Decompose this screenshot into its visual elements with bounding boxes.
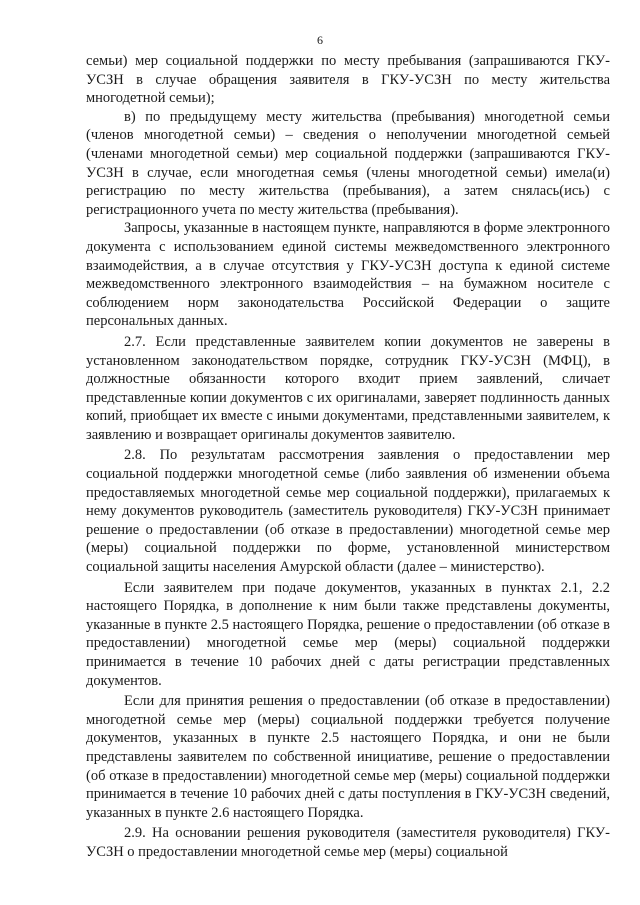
page-number: 6 — [317, 33, 323, 47]
paragraph-item-v: в) по предыдущему месту жительства (пребывания) многодетной семьи (членов многодетной семьи) – сведения о неполучении многодетной семьей (членами многодетной семьи) мер социальной поддержки (запрашиваются ГКУ-УСЗН в случае, если многодетная семья (члены многодетной семьи) имела(и) регистрацию по месту жительства (пребывания), а затем снялась(ись) с регистрационного учета по месту жительства (пребывания). — [86, 108, 610, 218]
paragraph-requests: Запросы, указанные в настоящем пункте, направляются в форме электронного документа с использованием единой системы межведомственного электронного взаимодействия, а в случае отсутствия у ГКУ-УСЗН доступа к единой системе межведомственного электронного взаимодействия – на бумажном носителе с соблюдением норм законодательства Российской Федерации о защите персональных данных. — [86, 220, 610, 330]
paragraph-2-8: 2.8. По результатам рассмотрения заявления о предоставлении мер социальной поддержки многодетной семье (либо заявления об изменении объема предоставляемых многодетной семье мер социальной поддержки), прилагаемых к нему документов руководитель (заместитель руководителя) ГКУ-УСЗН принимает решение о предоставлении (об отказе в предоставлении) многодетной семье мер (меры) социальной поддержки по форме, установленной министерством социальной защиты населения Амурской области (далее – министерство). — [86, 447, 610, 576]
document-body — [86, 52, 610, 862]
paragraph-continuation: семьи) мер социальной поддержки по месту пребывания (запрашиваются ГКУ-УСЗН в случае обращения заявителя в ГКУ-УСЗН по месту жительства многодетной семьи); — [86, 53, 610, 107]
paragraph-2-8-documents: Если заявителем при подаче документов, указанных в пунктах 2.1, 2.2 настоящего Порядка, в дополнение к ним были также представлены документы, указанные в пункте 2.5 настоящего Порядка, решение о предоставлении (об отказе в предоставлении) многодетной семье мер (меры) социальной поддержки принимается в течение 10 рабочих дней с даты регистрации представленных документов. — [86, 579, 610, 689]
paragraph-2-9: 2.9. На основании решения руководителя (заместителя руководителя) ГКУ-УСЗН о предоставлении многодетной семье мер (меры) социальной — [86, 825, 610, 860]
paragraph-2-7: 2.7. Если представленные заявителем копии документов не заверены в установленном законодательством порядке, сотрудник ГКУ-УСЗН (МФЦ), в должностные обязанности которого входит прием заявлений, сличает представленные копии документов с их оригиналами, заверяет подлинность данных копий, приобщает их вместе с иными документами, представленными заявителем, к заявлению и возвращает оригиналы документов заявителю. — [86, 333, 610, 443]
paragraph-2-8-interagency: Если для принятия решения о предоставлении (об отказе в предоставлении) многодетной семье мер (меры) социальной поддержки требуется получение документов, указанных в пункте 2.5 настоящего Порядка, и они не были представлены заявителем по собственной инициативе, решение о предоставлении (об отказе в предоставлении) многодетной семье мер (меры) социальной поддержки принимается в течение 10 рабочих дней с даты поступления в ГКУ-УСЗН сведений, указанных в пункте 2.6 настоящего Порядка. — [86, 693, 610, 821]
